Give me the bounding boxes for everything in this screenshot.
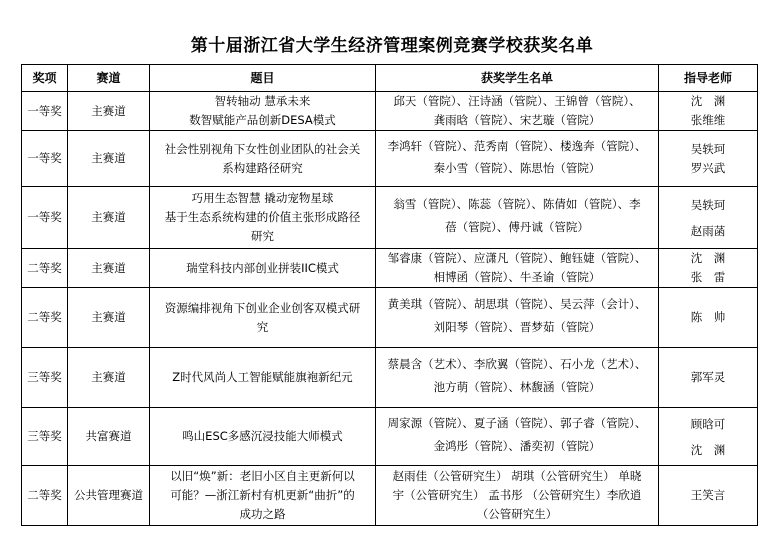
topic-cell bbox=[150, 408, 376, 466]
advisor-name: 陈 帅 bbox=[690, 310, 726, 324]
advisor-name: 吴轶珂 bbox=[690, 197, 726, 212]
topic-line: 巧用生态智慧 撬动宠物星球 bbox=[191, 191, 334, 205]
topic-line: 研究 bbox=[251, 229, 274, 243]
table-row bbox=[22, 288, 758, 348]
topic-line: 以旧“焕”新：老旧小区自主更新何以 bbox=[170, 469, 355, 483]
advisor-cell bbox=[659, 249, 758, 288]
award-cell: 一等奖 bbox=[22, 187, 68, 249]
table-row bbox=[22, 249, 758, 288]
topic-cell bbox=[150, 187, 376, 249]
track-cell: 公共管理赛道 bbox=[68, 466, 150, 526]
advisor-name: 沈 渊 bbox=[690, 94, 726, 108]
advisor-cell bbox=[659, 131, 758, 187]
header-track: 赛道 bbox=[68, 65, 150, 92]
students-line: 邱天（管院）、汪诗涵（管院）、王锦曾（管院）、 bbox=[393, 94, 641, 108]
award-cell: 三等奖 bbox=[22, 408, 68, 466]
topic-line: Z时代风尚人工智能赋能旗袍新纪元 bbox=[172, 370, 353, 384]
track-cell: 共富赛道 bbox=[68, 408, 150, 466]
document-title: 第十届浙江省大学生经济管理案例竞赛学校获奖名单 bbox=[190, 36, 594, 56]
advisor-name: 顾晗可 bbox=[690, 416, 726, 431]
track-cell: 主赛道 bbox=[68, 288, 150, 348]
track-cell: 主赛道 bbox=[68, 92, 150, 131]
topic-line: 系构建路径研究 bbox=[222, 160, 303, 175]
topic-line: 智转轴动 慧承未来 bbox=[214, 94, 311, 108]
award-cell: 一等奖 bbox=[22, 92, 68, 131]
advisor-cell bbox=[659, 92, 758, 131]
topic-line: 鸣山ESC多感沉浸技能大师模式 bbox=[182, 429, 343, 443]
advisor-cell bbox=[659, 288, 758, 348]
students-cell bbox=[376, 348, 659, 408]
advisor-name: 王笑言 bbox=[690, 488, 726, 502]
advisor-cell bbox=[659, 348, 758, 408]
award-cell: 一等奖 bbox=[22, 131, 68, 187]
track-cell: 主赛道 bbox=[68, 249, 150, 288]
students-line: 龚雨晗（管院）、宋艺璇（管院） bbox=[433, 113, 601, 127]
students-line: 邹睿康（管院）、应潇凡（管院）、鲍钰婕（管院）、 bbox=[387, 251, 647, 265]
track-cell: 主赛道 bbox=[68, 348, 150, 408]
topic-cell bbox=[150, 466, 376, 526]
students-line: 池方萌（管院）、林馥涵（管院） bbox=[433, 380, 601, 394]
advisor-cell bbox=[659, 187, 758, 249]
award-cell: 二等奖 bbox=[22, 249, 68, 288]
students-line: 秦小雪（管院）、陈思怡（管院） bbox=[433, 161, 601, 175]
topic-cell bbox=[150, 288, 376, 348]
students-line: 蔡晨含（艺术）、李欣翼（管院）、石小龙（艺术）、 bbox=[387, 357, 647, 371]
table-row bbox=[22, 466, 758, 526]
advisor-cell bbox=[659, 466, 758, 526]
header-advisor: 指导老师 bbox=[659, 65, 758, 92]
track-cell: 主赛道 bbox=[68, 187, 150, 249]
topic-line: 社会性别视角下女性创业团队的社会关 bbox=[164, 141, 361, 156]
table-row bbox=[22, 348, 758, 408]
students-line: 周家源（管院）、夏子涵（管院）、郭子睿（管院）、 bbox=[387, 416, 647, 430]
students-cell bbox=[376, 466, 659, 526]
students-line: （公管研究生） bbox=[476, 507, 558, 521]
header-topic: 题目 bbox=[150, 65, 376, 92]
awards-table bbox=[21, 64, 758, 526]
award-cell: 二等奖 bbox=[22, 288, 68, 348]
topic-line: 究 bbox=[256, 319, 269, 334]
advisor-name: 赵雨菡 bbox=[690, 223, 726, 238]
students-cell bbox=[376, 249, 659, 288]
table-row bbox=[22, 408, 758, 466]
topic-cell bbox=[150, 92, 376, 131]
topic-line: 可能？—浙江新村有机更新“曲折”的 bbox=[170, 488, 355, 502]
topic-line: 数智赋能产品创新DESA模式 bbox=[189, 113, 336, 127]
topic-line: 基于生态系统构建的价值主张形成路径 bbox=[164, 210, 361, 224]
topic-cell bbox=[150, 348, 376, 408]
table-row bbox=[22, 92, 758, 131]
advisor-name: 沈 渊 bbox=[690, 442, 726, 457]
advisor-name: 沈 渊 bbox=[690, 251, 726, 265]
topic-cell bbox=[150, 249, 376, 288]
advisor-cell bbox=[659, 408, 758, 466]
students-line: 赵雨佳（公管研究生） 胡琪（公管研究生） 单晓 bbox=[392, 469, 642, 483]
table-row bbox=[22, 187, 758, 249]
students-line: 翁雪（管院）、陈蕊（管院）、陈倩如（管院）、李 bbox=[393, 197, 641, 211]
advisor-name: 吴轶珂 bbox=[690, 141, 726, 156]
advisor-name: 罗兴武 bbox=[690, 160, 726, 175]
students-cell bbox=[376, 288, 659, 348]
students-line: 黄美琪（管院）、胡思琪（管院）、吴云萍（会计）、 bbox=[387, 297, 647, 311]
students-cell bbox=[376, 131, 659, 187]
students-line: 相博函（管院）、牛圣谕（管院） bbox=[433, 270, 601, 284]
students-line: 李鸿轩（管院）、范秀南（管院）、楼逸奔（管院）、 bbox=[387, 139, 647, 153]
award-cell: 二等奖 bbox=[22, 466, 68, 526]
advisor-name: 张 雷 bbox=[690, 270, 726, 284]
students-cell bbox=[376, 408, 659, 466]
students-line: 宇（公管研究生） 孟书彤 （公管研究生）李欣逍 bbox=[392, 488, 642, 502]
header-students: 获奖学生名单 bbox=[376, 65, 659, 92]
award-cell: 三等奖 bbox=[22, 348, 68, 408]
students-line: 金鸿彤（管院）、潘奕初（管院） bbox=[433, 439, 601, 453]
topic-cell bbox=[150, 131, 376, 187]
table-header-row bbox=[22, 65, 758, 92]
students-cell bbox=[376, 187, 659, 249]
advisor-name: 张维维 bbox=[690, 113, 726, 127]
advisor-name: 郭军灵 bbox=[690, 370, 726, 384]
topic-line: 瑞堂科技内部创业拼装IIC模式 bbox=[186, 260, 339, 275]
students-line: 蓓（管院）、傅丹诚（管院） bbox=[445, 220, 589, 234]
students-cell bbox=[376, 92, 659, 131]
table-row bbox=[22, 131, 758, 187]
header-award: 奖项 bbox=[22, 65, 68, 92]
topic-line: 成功之路 bbox=[239, 507, 286, 521]
track-cell: 主赛道 bbox=[68, 131, 150, 187]
students-line: 刘阳琴（管院）、晋梦茹（管院） bbox=[433, 320, 601, 334]
topic-line: 资源编排视角下创业企业创客双模式研 bbox=[164, 300, 361, 315]
